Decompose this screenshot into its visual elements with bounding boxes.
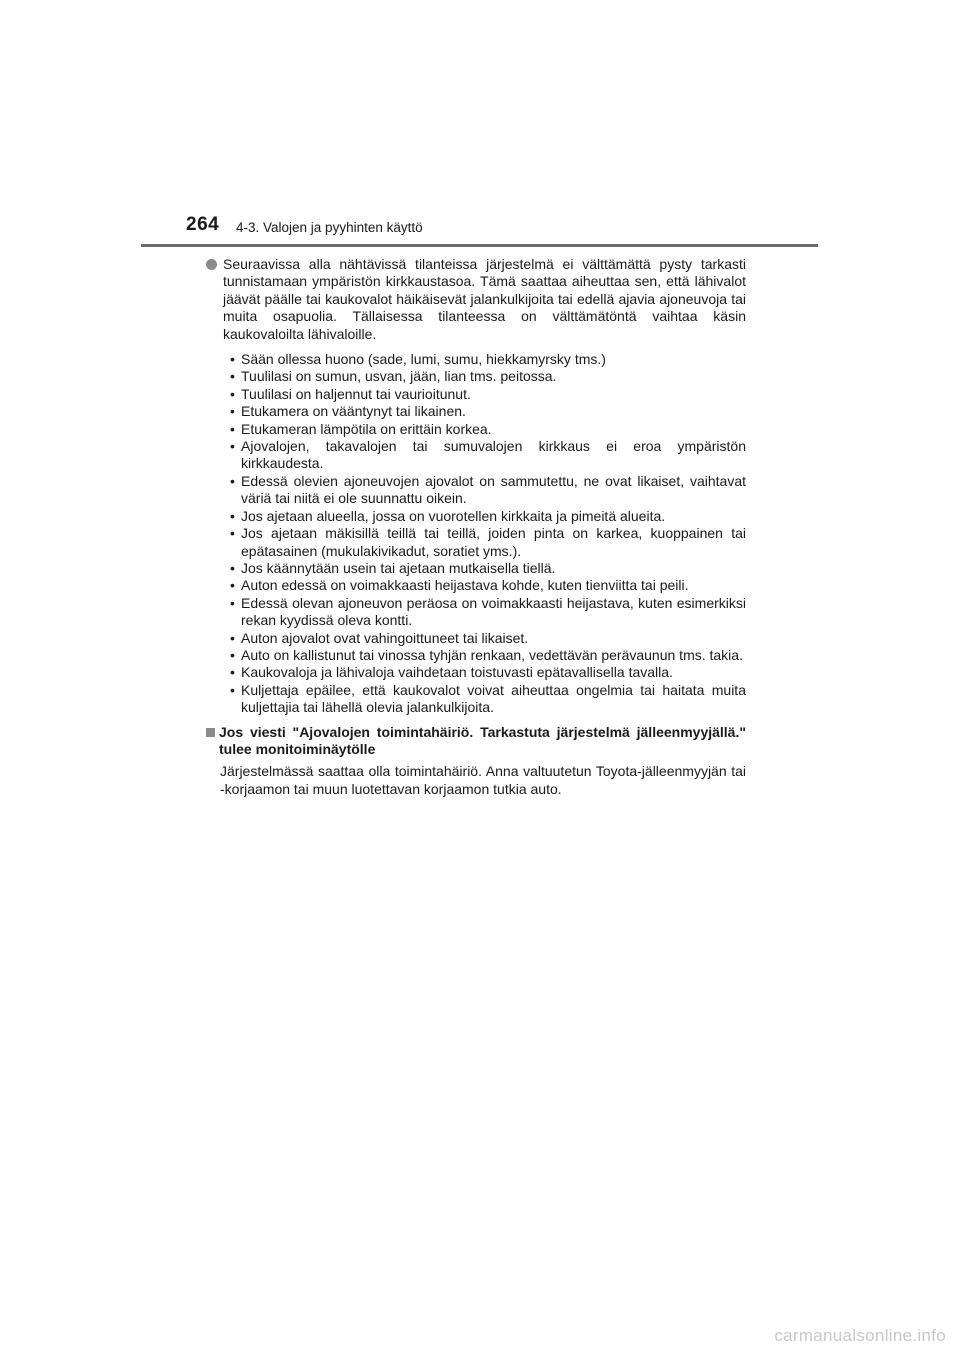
list-item: [230, 647, 746, 664]
bullet-dot-icon: •: [230, 368, 235, 385]
bullet-dot-icon: •: [230, 507, 235, 524]
condition-list: [206, 351, 746, 717]
bullet-dot-icon: •: [230, 351, 235, 368]
list-item: [230, 508, 746, 525]
bullet-dot-icon: •: [230, 629, 235, 646]
list-item-text: Edessä olevan ajoneuvon peräosa on voimakkaasti heijastava, kuten esimerkiksi rekan kyydissä oleva kontti.: [241, 594, 746, 629]
bullet-dot-icon: •: [230, 681, 235, 698]
list-item: [230, 351, 746, 368]
bullet-dot-icon: •: [230, 403, 235, 420]
list-item: [230, 421, 746, 438]
list-item: [230, 403, 746, 420]
list-item: [230, 438, 746, 473]
list-item: [230, 682, 746, 717]
list-item-text: Auton ajovalot ovat vahingoittuneet tai likaiset.: [241, 629, 529, 646]
list-item: [230, 595, 746, 630]
list-item-text: Jos ajetaan mäkisillä teillä tai teillä, joiden pinta on karkea, kuoppainen tai epätasainen (mukulakivikadut, soratiet yms.).: [241, 525, 746, 559]
bullet-dot-icon: •: [230, 438, 235, 455]
bullet-dot-icon: •: [230, 559, 235, 576]
list-item: [230, 560, 746, 577]
list-item: [230, 664, 746, 681]
list-item: [230, 630, 746, 647]
body-paragraph: Järjestelmässä saattaa olla toimintahäiriö. Anna valtuutetun Toyota-jälleenmyyjän tai -korjaamon tai muun luotettavan korjaamon tutkia auto.: [220, 763, 746, 797]
bullet-dot-icon: •: [230, 664, 235, 681]
subheading: Jos viesti "Ajovalojen toimintahäiriö. Tarkastuta järjestelmä jälleenmyyjällä." tulee monitoiminäytölle: [219, 723, 746, 757]
list-item: [230, 368, 746, 385]
subheading-block: [206, 724, 746, 759]
list-item-text: Ajovalojen, takavalojen tai sumuvalojen kirkkaus ei eroa ympäristön kirkkaudesta.: [241, 438, 746, 472]
list-item-text: Auto on kallistunut tai vinossa tyhjän renkaan, vedettävän perävaunun tms. takia.: [241, 646, 743, 663]
lead-paragraph-block: [206, 256, 746, 343]
section-title: 4-3. Valojen ja pyyhinten käyttö: [236, 220, 423, 235]
list-item: [230, 577, 746, 594]
bullet-dot-icon: •: [230, 594, 235, 611]
list-item-text: Edessä olevien ajoneuvojen ajovalot on sammutettu, ne ovat likaiset, vaihtavat väriä tai niitä ei ole suunnattu oikein.: [241, 472, 746, 507]
list-item-text: Etukameran lämpötila on erittäin korkea.: [241, 420, 492, 437]
bullet-dot-icon: •: [230, 472, 235, 489]
list-item-text: Jos käännytään usein tai ajetaan mutkaisella tiellä.: [241, 559, 556, 576]
list-item-text: Sään ollessa huono (sade, lumi, sumu, hiekkamyrsky tms.): [241, 351, 606, 368]
circle-bullet-icon: [206, 259, 217, 270]
page-content: [206, 256, 746, 798]
list-item-text: Tuulilasi on haljennut tai vaurioitunut.: [241, 385, 471, 402]
list-item: [230, 473, 746, 508]
list-item-text: Auton edessä on voimakkaasti heijastava kohde, kuten tienviitta tai peili.: [241, 577, 689, 594]
bullet-dot-icon: •: [230, 646, 235, 663]
bullet-dot-icon: •: [230, 577, 235, 594]
square-bullet-icon: [206, 728, 215, 737]
list-item: [230, 525, 746, 560]
list-item-text: Kaukovaloja ja lähivaloja vaihdetaan toistuvasti epätavallisella tavalla.: [241, 664, 673, 681]
page-header: [186, 214, 818, 246]
lead-paragraph: Seuraavissa alla nähtävissä tilanteissa järjestelmä ei välttämättä pysty tarkasti tunnistamaan ympäristön kirkkaustasoa. Tämä saattaa aiheuttaa sen, että lähivalot jäävät päälle tai kaukovalot häikäisevät jalankulkijoita tai edellä ajavia ajoneuvoja tai muita osapuolia. Tällaisessa tilanteessa on välttämätöntä vaihtaa käsin kaukovaloilta lähivaloille.: [223, 256, 746, 342]
page-number: 264: [186, 214, 220, 235]
bullet-dot-icon: •: [230, 385, 235, 402]
list-item-text: Kuljettaja epäilee, että kaukovalot voivat aiheuttaa ongelmia tai haitata muita kuljettajia tai lähellä olevia jalankulkijoita.: [241, 681, 746, 716]
watermark-text: carmanualsonline.info: [774, 1326, 946, 1345]
list-item: [230, 386, 746, 403]
header-divider: [141, 244, 818, 247]
bullet-dot-icon: •: [230, 525, 235, 542]
list-item-text: Jos ajetaan alueella, jossa on vuorotellen kirkkaita ja pimeitä alueita.: [241, 507, 666, 524]
bullet-dot-icon: •: [230, 420, 235, 437]
list-item-text: Tuulilasi on sumun, usvan, jään, lian tms. peitossa.: [241, 368, 557, 385]
list-item-text: Etukamera on vääntynyt tai likainen.: [241, 403, 466, 420]
